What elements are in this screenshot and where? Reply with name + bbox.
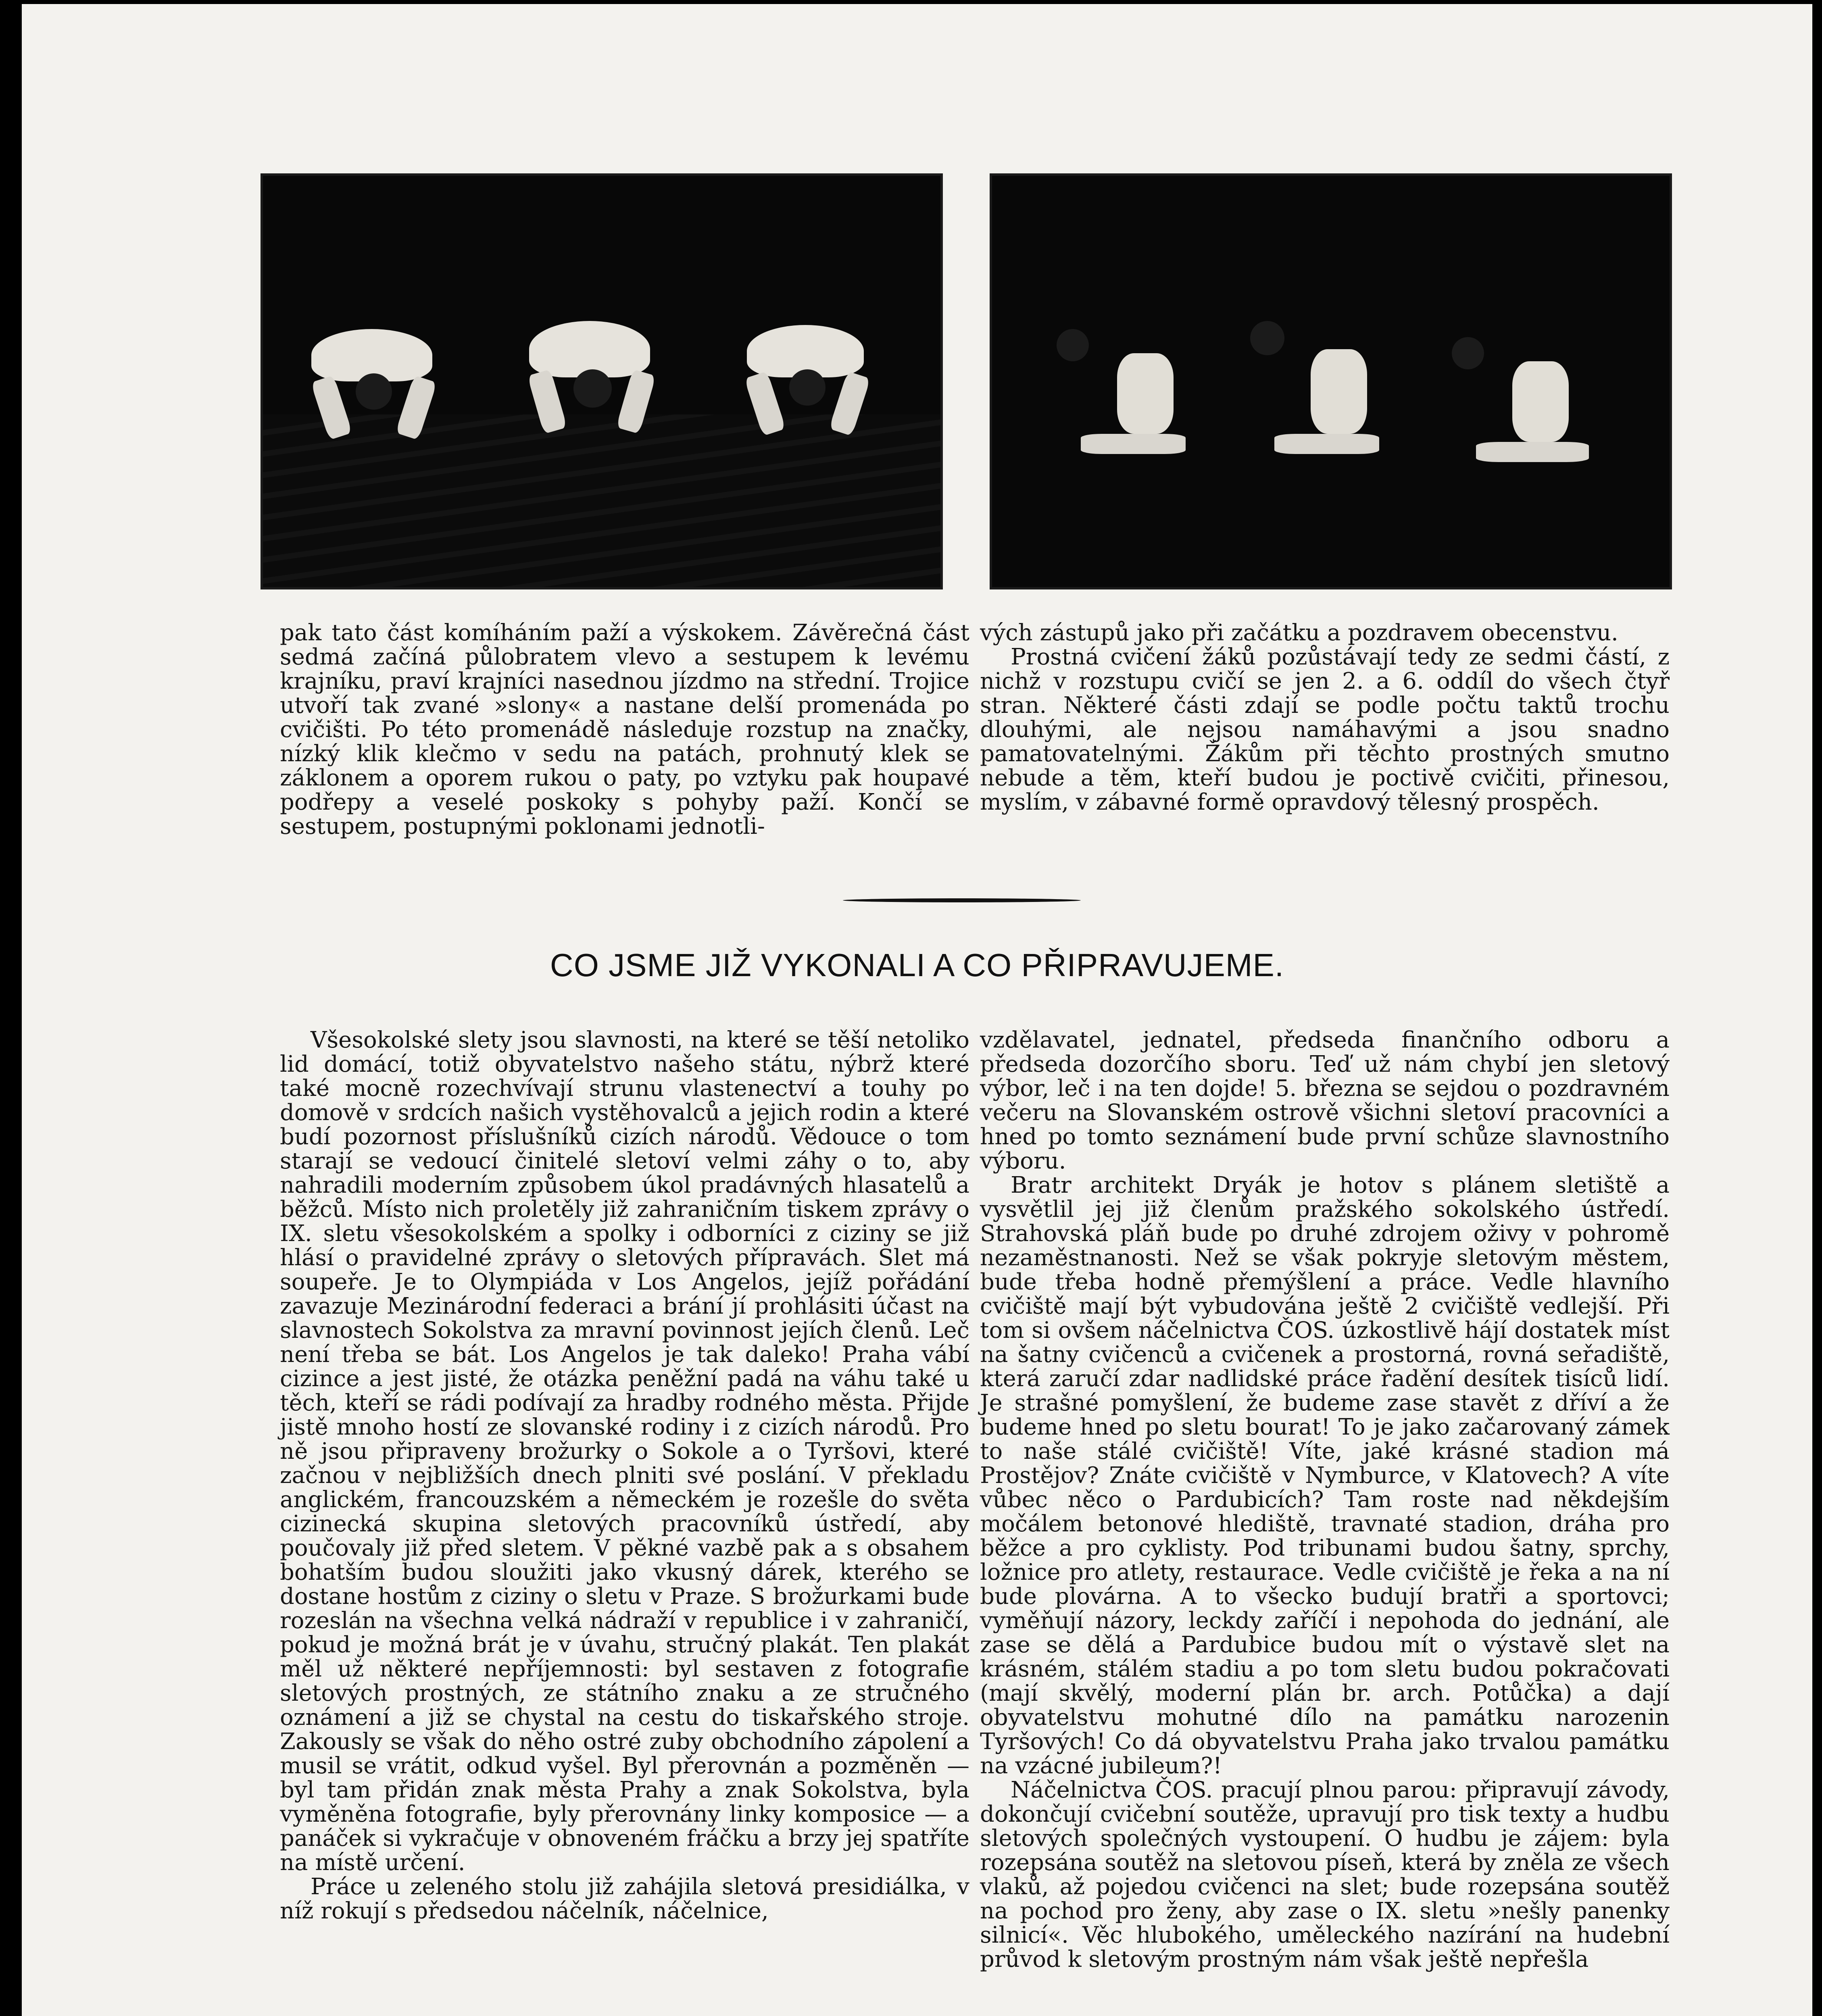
article-left-column bbox=[280, 1028, 969, 1923]
paragraph: vých zástupů jako při začátku a pozdravem obecenstvu. bbox=[980, 620, 1618, 646]
paragraph: Všesokolské slety jsou slavnosti, na které se těší netoliko lid domácí, totiž obyvatelstvo našeho státu, nýbrž které také mocně rozechvívají strunu vlastenectví a touhy po domově v srdcích našich vystěhovalců a jejich rodin a které budí pozornost příslušníků cizích národů. Vědouce o tom starají se vedoucí činitelé sletoví velmi záhy o to, aby nahradili moderním způsobem úkol pradávných hlasatelů a běžců. Místo nich proletěly již zahraničním tiskem zprávy o IX. sletu všesokolském a spolky i odborníci z ciziny se již hlásí o pravidelné zprávy o sletových přípravách. Slet má soupeře. Je to Olympiáda v Los Angelos, jejíž pořádání zavazuje Mezinárodní federaci a brání jí prohlásiti účast na slavnostech Sokolstva za mravní povinnost jejích členů. Leč není třeba se bát. Los Angelos je tak daleko! Praha vábí cizince a jest jisté, že otázka peněžní padá na váhu také u těch, kteří se rádi podívají za hradby rodného města. Přijde jistě mnoho hostí ze slovanské rodiny i z cizích národů. Pro ně jsou připraveny brožurky o Sokole a o Tyršovi, které začnou v nejbližších dnech plniti své poslání. V překladu anglickém, francouzském a německém je rozešle do světa cizinecká skupina sletových pracovníků ústředí, aby poučovaly již před sletem. V pěkné vazbě pak a s obsahem bohatším budou sloužiti jako vkusný dárek, kterého se dostane hostům z ciziny o sletu v Praze. S brožurkami bude rozeslán na všechna velká nádraží v republice i v zahraničí, pokud je možná brát je v úvahu, stručný plakát. Ten plakát měl už některé nepříjemnosti: byl sestaven z fotografie sletových prostných, ze státního znaku a ze stručného oznámení a již se chystal na cestu do tiskařského stroje. Zakously se však do něho ostré zuby obchodního zápolení a musil se vrátit, odkud vyšel. Byl přerovnán a pozměněn — byl tam přidán znak města Prahy a znak Sokolstva, byla vyměněna fotografie, byly přerovnány linky komposice — a panáček si vykračuje v obnoveném fráčku a brzy jej spatříte na místě určení. bbox=[280, 1027, 969, 1876]
upper-right-column bbox=[980, 621, 1670, 814]
paragraph: pak tato část komíháním paží a výskokem. Závěrečná část sedmá začíná půlobratem vlevo a sestupem k levému krajníku, praví krajníci nasednou jízdmo na střední. Trojice utvoří tak zvané »slony« a nastane delší promenáda po cvičišti. Po této promenádě následuje rozstup na značky, nízký klik klečmo v sedu na patách, prohnutý klek se záklonem a oporem rukou o paty, po vztyku pak houpavé podřepy a veselé poskoky s pohyby paží. Končí se sestupem, postupnými poklonami jednotli- bbox=[280, 620, 969, 839]
paragraph: Bratr architekt Dryák je hotov s plánem sletiště a vysvětlil jej již členům pražského sokolského ústředí. Strahovská pláň bude po druhé zdrojem oživy v pohromě nezaměstnanosti. Než se však pokryje sletovým městem, bude třeba hodně přemýšlení a práce. Vedle hlavního cvičiště mají být vybudována ještě 2 cvičiště vedlejší. Při tom si ovšem náčelnictva ČOS. úzkostlivě hájí dostatek míst na šatny cvičenců a cvičenek a prostorná, rovná seřadiště, která zaručí zdar nadlidské práce řadění desítek tisíců lidí. Je strašné pomyšlení, že budeme zase stavět z dříví a že budeme hned po sletu bourat! To je jako začarovaný zámek to naše stálé cvičiště! Víte, jaké krásné stadion má Prostějov? Znáte cvičiště v Nymburce, v Klatovech? A víte vůbec něco o Pardubicích? Tam roste nad někdejším močálem betonové hlediště, travnaté stadion, dráha pro běžce a pro cyklisty. Pod tribunami budou šatny, sprchy, ložnice pro atlety, restaurace. Vedle cvičiště je řeka a na ní bude plovárna. A to všecko budují bratři a sportovci; vyměňují názory, leckdy zaříčí i nepohoda do jednání, ale zase se dělá a Pardubice budou mít o výstavě slet na krásném, stálém stadiu a po tom sletu budou pokračovati (mají skvělý, moderní plán br. arch. Potůčka) a dají obyvatelstvu mohutné dílo na památku narozenin Tyršových! Co dá obyvatelstvu Praha jako trvalou památku na vzácné jubileum?! bbox=[980, 1172, 1670, 1779]
paragraph: vzdělavatel, jednatel, předseda finančního odboru a předseda dozorčího sboru. Teď už nám chybí jen sletový výbor, leč i na ten dojde! 5. března se sejdou o pozdravném večeru na Slovanském ostrově všichni sletoví pracovníci a hned po tomto seznámení bude první schůze slavnostního výboru. bbox=[980, 1027, 1670, 1174]
paragraph: Práce u zeleného stolu již zahájila sletová presidiálka, v níž rokují s předsedou náčelník, náčelnice, bbox=[280, 1874, 969, 1924]
photo-exercise-bending bbox=[261, 173, 943, 589]
magazine-page bbox=[22, 4, 1812, 2016]
photo-exercise-kneeling bbox=[990, 173, 1672, 589]
floor-texture bbox=[263, 414, 940, 587]
article-title: CO JSME JIŽ VYKONALI A CO PŘIPRAVUJEME. bbox=[550, 947, 1284, 983]
article-right-column bbox=[980, 1028, 1670, 1972]
paragraph: Prostná cvičení žáků pozůstávají tedy ze sedmi částí, z nichž v rozstupu cvičí se jen 2. a 6. oddíl do všech čtyř stran. Některé části zdají se podle počtu taktů trochu dlouhými, ale nejsou namáhavými a jsou snadno pamatovatelnými. Žákům při těchto prostných smutno nebude a těm, kteří budou je poctivě cvičiti, přinesou, myslím, v zábavné formě opravdový tělesný prospěch. bbox=[980, 644, 1670, 815]
section-divider bbox=[843, 898, 1081, 902]
paragraph: Náčelnictva ČOS. pracují plnou parou: připravují závody, dokončují cvičební soutěže, upravují pro tisk texty a hudbu sletových společných vystoupení. O hudbu je zájem: byla rozepsána soutěž na sletovou píseň, která by zněla ze všech vlaků, až pojedou cvičenci na slet; bude rozepsána soutěž na pochod pro ženy, aby zase o IX. sletu »nešly panenky silnicí«. Věc hlubokého, uměleckého nazírání na hudební průvod k sletovým prostným nám však ještě nepřešla bbox=[980, 1777, 1670, 1972]
upper-left-column bbox=[280, 621, 969, 839]
